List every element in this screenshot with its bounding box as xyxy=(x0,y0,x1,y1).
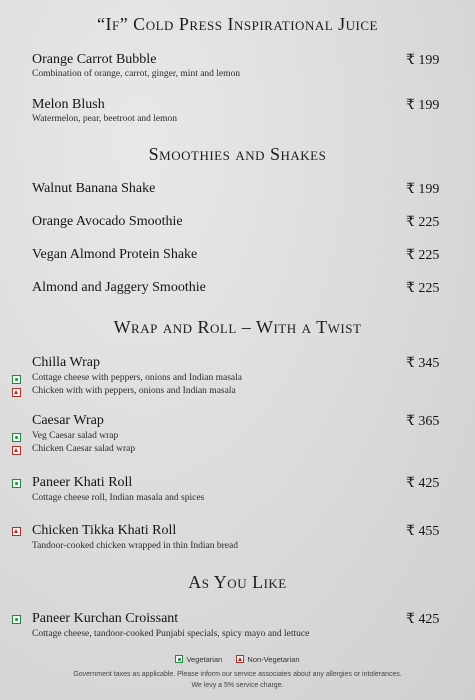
item-name: Almond and Jaggery Smoothie xyxy=(32,280,206,295)
legend-nonveg-label: Non-Vegetarian xyxy=(247,655,300,664)
veg-icon xyxy=(12,615,21,624)
section-title: Smoothies and Shakes xyxy=(148,144,327,164)
legend-nonveg xyxy=(236,655,299,664)
legend-veg-label: Vegetarian xyxy=(186,655,223,664)
item-description: Cottage cheese, tandoor-cooked Punjabi specials, spicy mayo and lettuce xyxy=(32,629,310,639)
item-name: Caesar Wrap xyxy=(32,413,104,428)
non-veg-icon xyxy=(236,655,244,663)
item-price: ₹ 225 xyxy=(406,248,440,263)
item-price: ₹ 199 xyxy=(406,98,440,113)
item-description: Veg Caesar salad wrap xyxy=(32,431,119,441)
legend xyxy=(0,655,475,664)
item-name: Paneer Kurchan Croissant xyxy=(32,611,179,626)
item-name: Walnut Banana Shake xyxy=(32,181,156,196)
item-name: Chicken Tikka Khati Roll xyxy=(32,523,177,538)
section-title: “If” Cold Press Inspirational Juice xyxy=(96,14,378,34)
item-price: ₹ 455 xyxy=(406,524,440,539)
non-veg-icon xyxy=(12,527,21,536)
item-description: Cottage cheese with peppers, onions and Indian masala xyxy=(32,373,242,383)
item-price: ₹ 345 xyxy=(406,356,440,371)
item-description: Chicken Caesar salad wrap xyxy=(32,444,136,454)
legend-veg xyxy=(175,655,222,664)
item-price: ₹ 225 xyxy=(406,281,440,296)
non-veg-icon xyxy=(12,446,21,455)
veg-icon xyxy=(12,375,21,384)
item-description: Watermelon, pear, beetroot and lemon xyxy=(32,114,177,124)
item-name: Paneer Khati Roll xyxy=(32,475,133,490)
veg-icon xyxy=(12,433,21,442)
item-description: Cottage cheese roll, Indian masala and spices xyxy=(32,493,205,503)
item-description: Chicken with with peppers, onions and Indian masala xyxy=(32,386,236,396)
item-price: ₹ 425 xyxy=(406,476,440,491)
item-description: Tandoor-cooked chicken wrapped in thin Indian bread xyxy=(32,541,238,551)
section-title: Wrap and Roll – With a Twist xyxy=(113,317,362,337)
non-veg-icon xyxy=(12,388,21,397)
item-price: ₹ 199 xyxy=(406,182,440,197)
veg-icon xyxy=(12,479,21,488)
footer-tax-note: Government taxes as applicable. Please inform our service associates about any allergies or intolerances. xyxy=(73,671,402,678)
veg-icon xyxy=(175,655,183,663)
footer-service-charge: We levy a 5% service charge. xyxy=(191,682,284,689)
item-description: Combination of orange, carrot, ginger, mint and lemon xyxy=(32,69,241,79)
item-price: ₹ 225 xyxy=(406,215,440,230)
item-price: ₹ 199 xyxy=(406,53,440,68)
item-name: Chilla Wrap xyxy=(32,355,100,370)
item-name: Orange Carrot Bubble xyxy=(32,52,157,67)
section-title: As You Like xyxy=(188,572,287,592)
item-name: Orange Avocado Smoothie xyxy=(32,214,183,229)
item-name: Vegan Almond Protein Shake xyxy=(32,247,198,262)
item-price: ₹ 365 xyxy=(406,414,440,429)
item-name: Melon Blush xyxy=(32,97,105,112)
item-price: ₹ 425 xyxy=(406,612,440,627)
